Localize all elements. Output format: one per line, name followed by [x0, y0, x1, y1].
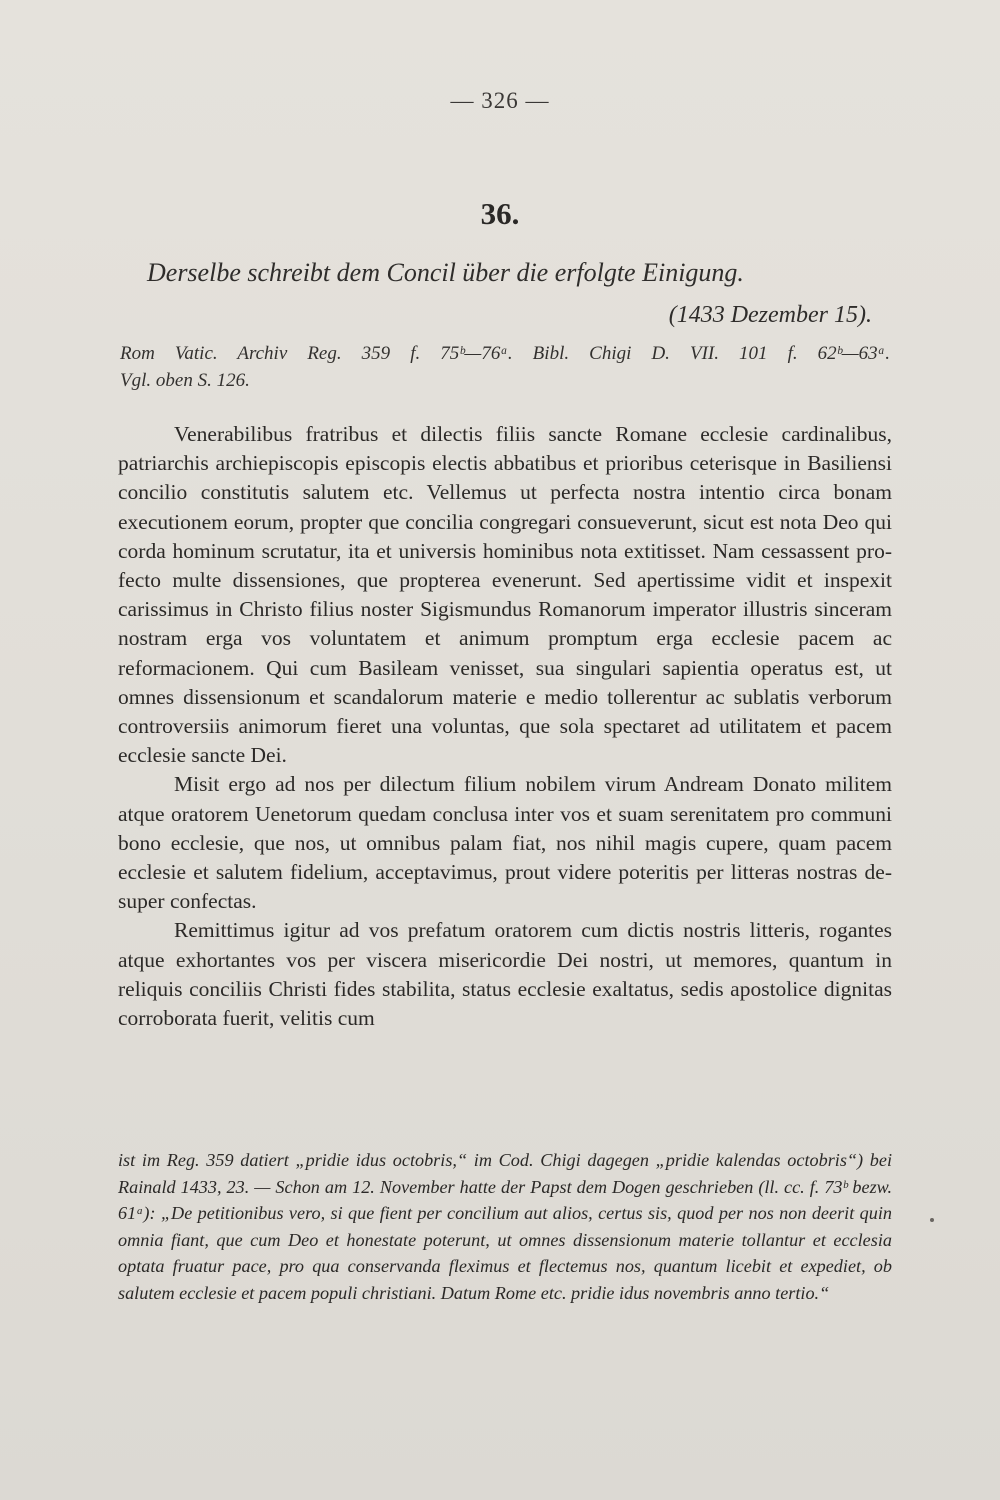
source-line-crossref: Vgl. oben S. 126. [120, 370, 250, 391]
document-title: Derselbe schreibt dem Concil über die erfolgte Einigung. [147, 258, 744, 287]
footnote [118, 1147, 892, 1306]
body-paragraph: Venerabilibus fratribus et dilectis filiis sancte Romane ecclesie cardinalibus, patriarchis archiepiscopis episcopis electis abbatibus et prioribus ceterisque in Basiliensi concilio constitutis salutem etc. Vellemus ut perfecta nostra intentio circa bonam executionem eorum, propter que concilia congregari consueverunt, sicut est nota Deo qui corda hominum scrutatur, ita et universis hominibus nota extitisset. Nam cessassent profecto multe dissensiones, que propterea evenerunt. Sed apertissime vidit et inspexit carissimus in Christo filius noster Sigismundus Romanorum imperator illustris sinceram nostram erga vos voluntatem et animum promptum erga ecclesie pacem ac reformacionem. Qui cum Basileam venisset, sua singulari sapientia operatus est, ut omnes dissensionum et scandalorum materie e medio tollerentur ac sublatis verborum controversiis animorum fieret una voluntas, que sola spectaret ad utilitatem et pacem ecclesie sancte Dei. [118, 422, 892, 768]
paper-speck [930, 1218, 934, 1222]
document-number: 36. [480, 196, 520, 231]
source-line-archive: Rom Vatic. Archiv Reg. 359 f. 75ᵇ—76ᵃ. Bibl. Chigi D. VII. 101 f. 62ᵇ—63ᵃ. [120, 343, 890, 364]
document-date: (1433 Dezember 15). [668, 302, 872, 328]
letter-body [118, 420, 892, 1033]
footnote-text: ist im Reg. 359 datiert „pridie idus octobris,“ im Cod. Chigi dagegen „pridie kalendas octobris“) bei Rainald 1433, 23. — Schon am 12. November hatte der Papst dem Dogen geschrieben (ll. cc. f. 73ᵇ bezw. 61ᵃ): „De petitionibus vero, si que fient per concilium aut alios, certus sis, quod per nos non deerit quin omnia fiant, que cum Deo et honestate poterunt, ut omnes dissensionum materie tollantur et ecclesia optata fruatur pace, pro qua conservanda fleximus et flectemus nos, quantum licebit et expediet, ob salutem ecclesie et pacem populi christiani. Datum Rome etc. pridie idus novembris anno tertio.“ [118, 1150, 892, 1303]
source-reference [120, 340, 890, 394]
body-paragraph: Misit ergo ad nos per dilectum filium nobilem virum Andream Donato militem atque oratorem Uenetorum quedam conclusa inter vos et suam serenitatem pro communi bono ecclesie, que nos, ut omnibus palam fiat, nos nihil magis cupere, quam pacem ecclesie et salutem fidelium, acceptavimus, prout videre poteritis per litteras nostras desuper confectas. [118, 772, 892, 914]
body-paragraph: Remittimus igitur ad vos prefatum oratorem cum dictis nostris litteris, rogantes atque exhortantes vos per viscera misericordie Dei nostri, ut memores, quantum in reliquis conciliis Christi fides stabilita, status ecclesie exaltatus, sedis apostolice dignitas corroborata fuerit, velitis cum [118, 918, 892, 1031]
page-number: — 326 — [450, 88, 550, 113]
